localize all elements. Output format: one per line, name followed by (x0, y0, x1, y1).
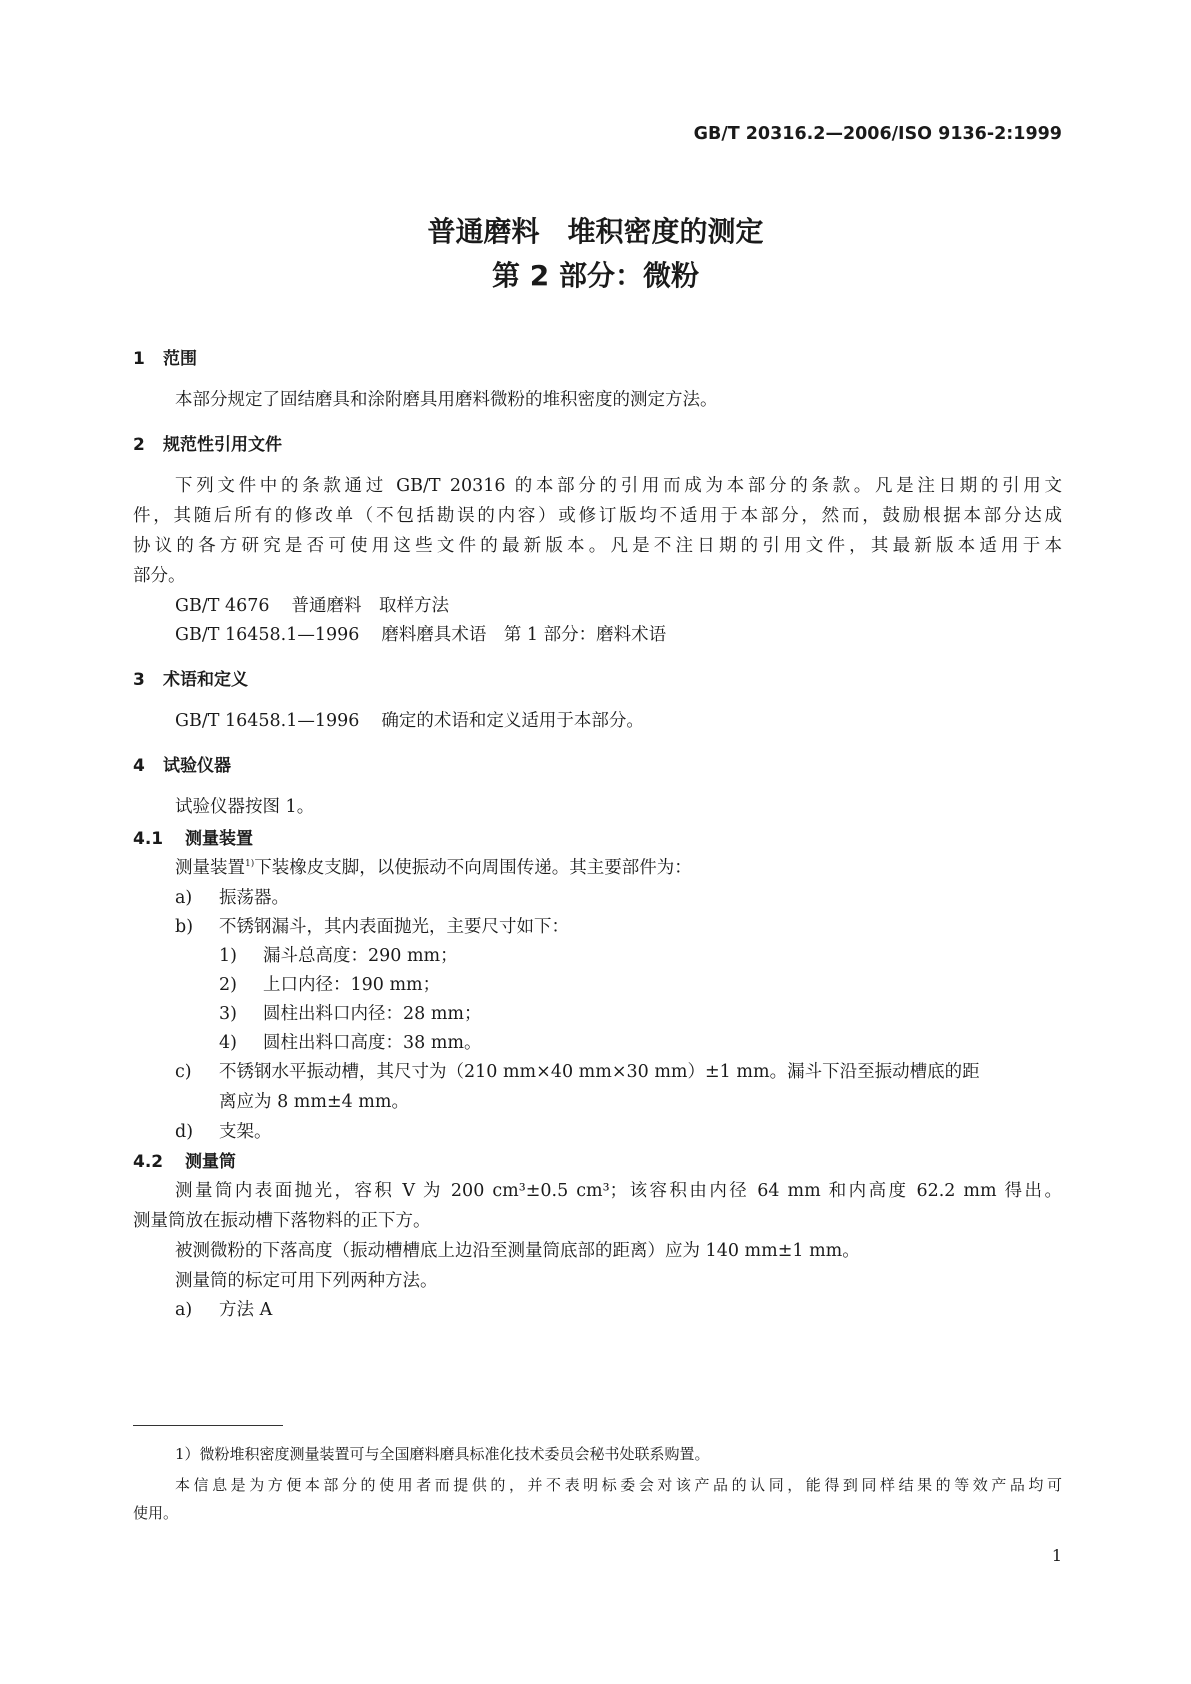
section-3-heading (133, 665, 248, 690)
reference-code: GB/T 16458.1—1996 (175, 711, 360, 731)
footnote-note-line: 本信息是为方便本部分的使用者而提供的，并不表明标委会对该产品的认同，能得到同样结果的等效产品均可 (175, 1476, 1062, 1494)
section-1-heading (133, 344, 197, 369)
section-3-text (133, 707, 1062, 732)
page-number: 1 (1051, 1546, 1062, 1565)
subsection-4-1-text: 测量装置$^{1)}$下装橡皮支脚，以使振动不向周围传递。其主要部件为： (175, 858, 692, 878)
section-title: 范围 (163, 349, 197, 369)
method-a-item: a) 方法 A (175, 1300, 273, 1320)
paragraph-line: 件，其随后所有的修改单（不包括勘误的内容）或修订版均不适用于本部分，然而，鼓励根据本部分达成 (133, 506, 1062, 526)
section-2-heading (133, 430, 282, 455)
section-number: 2 (133, 435, 145, 455)
list-item-d: d) 支架。 (175, 1122, 272, 1142)
list-item-c: c) 不锈钢水平振动槽，其尺寸为（210 mm×40 mm×30 mm）±1 mm。漏斗下沿至振动槽底的距 (175, 1062, 980, 1082)
subsection-number: 4.2 (133, 1152, 164, 1172)
sub-item-4: 4) 圆柱出料口高度：38 mm。 (219, 1033, 482, 1053)
section-title: 试验仪器 (163, 756, 231, 776)
list-label: 2) (219, 975, 237, 995)
definition-text: 确定的术语和定义适用于本部分。 (381, 711, 644, 731)
list-item-b: b) 不锈钢漏斗，其内表面抛光，主要尺寸如下： (175, 917, 569, 937)
paragraph-line: 被测微粉的下落高度（振动槽槽底上边沿至测量筒底部的距离）应为 140 mm±1 mm。 (175, 1241, 860, 1261)
subsection-title: 测量筒 (185, 1152, 236, 1172)
paragraph-line: 测量筒内表面抛光，容积 V 为 200 cm³±0.5 cm³；该容积由内径 64 mm 和内高度 62.2 mm 得出。 (175, 1181, 1062, 1201)
section-title: 术语和定义 (163, 670, 248, 690)
footnote-note-line: 使用。 (133, 1504, 179, 1522)
paragraph-line: 测量筒放在振动槽下落物料的正下方。 (133, 1211, 431, 1231)
document-subtitle: 第 2 部分：微粉 (492, 259, 699, 292)
footnote-separator (133, 1425, 283, 1426)
subsection-4-1-heading (133, 824, 253, 849)
subsection-4-2-heading (133, 1147, 236, 1172)
list-label: c) (175, 1062, 192, 1082)
section-4-intro: 试验仪器按图 1。 (175, 797, 315, 817)
subsection-title: 测量装置 (185, 829, 253, 849)
reference-title: 普通磨料 取样方法 (291, 596, 450, 616)
section-number: 3 (133, 670, 145, 690)
section-title: 规范性引用文件 (163, 435, 282, 455)
standard-code-header: GB/T 20316.2—2006/ISO 9136-2:1999 (693, 124, 1062, 144)
list-label: 3) (219, 1004, 237, 1024)
sub-item-1: 1) 漏斗总高度：290 mm； (219, 946, 458, 966)
sub-item-2: 2) 上口内径：190 mm； (219, 975, 441, 995)
list-label: a) (175, 1300, 193, 1320)
reference-title: 磨料磨具术语 第 1 部分：磨料术语 (381, 625, 667, 645)
normative-reference-1 (133, 592, 1062, 617)
list-label: b) (175, 917, 194, 937)
document-title: 普通磨料 堆积密度的测定 (427, 215, 764, 248)
section-number: 1 (133, 349, 145, 369)
paragraph-line: 部分。 (133, 566, 186, 586)
sub-item-3: 3) 圆柱出料口内径：28 mm； (219, 1004, 482, 1024)
footnote-ref: 1) (245, 859, 255, 869)
footnote-1: 1）微粉堆积密度测量装置可与全国磨料磨具标准化技术委员会秘书处联系购置。 (175, 1445, 710, 1463)
reference-code: GB/T 4676 (175, 596, 270, 616)
list-label: 4) (219, 1033, 237, 1053)
paragraph-line: 协议的各方研究是否可使用这些文件的最新版本。凡是不注日期的引用文件，其最新版本适用于本 (133, 536, 1062, 556)
normative-reference-2 (133, 621, 1062, 646)
paragraph-line: 下列文件中的条款通过 GB/T 20316 的本部分的引用而成为本部分的条款。凡是注日期的引用文 (175, 476, 1062, 496)
list-label: a) (175, 888, 193, 908)
paragraph-line: 测量筒的标定可用下列两种方法。 (175, 1271, 438, 1291)
section-number: 4 (133, 756, 145, 776)
reference-code: GB/T 16458.1—1996 (175, 625, 360, 645)
subsection-number: 4.1 (133, 829, 164, 849)
list-label: 1) (219, 946, 237, 966)
section-1-text: 本部分规定了固结磨具和涂附磨具用磨料微粉的堆积密度的测定方法。 (175, 390, 718, 410)
list-item-c-continued: 离应为 8 mm±4 mm。 (219, 1092, 409, 1112)
list-item-a: a) 振荡器。 (175, 888, 289, 908)
list-label: d) (175, 1122, 194, 1142)
section-4-heading (133, 751, 231, 776)
